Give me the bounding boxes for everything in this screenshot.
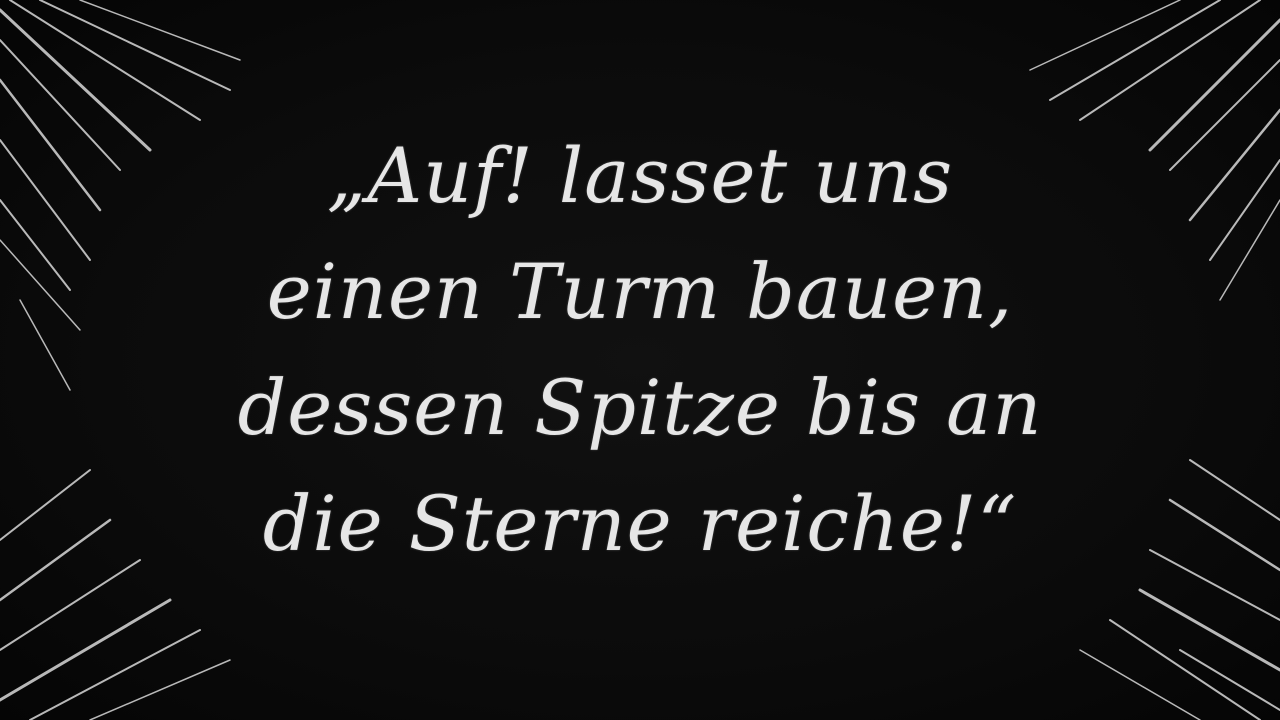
intertitle-line-1: „Auf! lasset uns xyxy=(326,131,954,220)
intertitle-line-2: einen Turm bauen, xyxy=(266,247,1014,336)
intertitle-line-4: die Sterne reiche!“ xyxy=(262,479,1018,568)
intertitle-text-block xyxy=(160,100,1120,600)
intertitle-line-3: dessen Spitze bis an xyxy=(237,363,1043,452)
